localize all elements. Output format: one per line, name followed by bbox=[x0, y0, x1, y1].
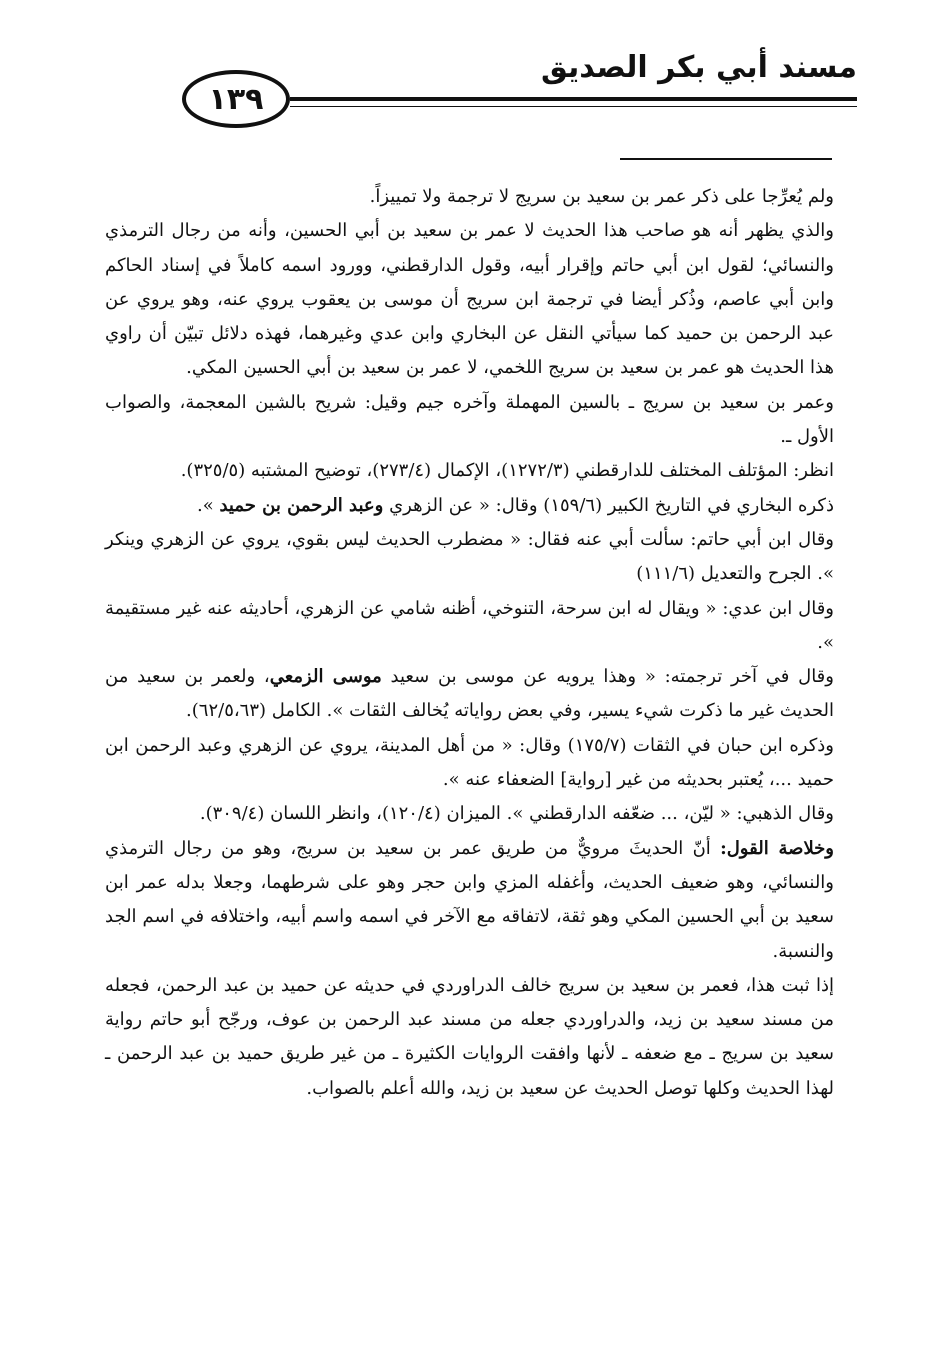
footnote-separator bbox=[620, 158, 832, 160]
paragraph-8-end: ، ولعمر بن سعيد من الحديث غير ما ذكرت شيء يسير، وفي بعض رواياته يُخالف الثقات ». الكامل (٦٢/٥،٦٣). bbox=[105, 666, 834, 722]
paragraph-11 bbox=[105, 832, 834, 969]
paragraph-8-bold: موسى الزمعي bbox=[269, 666, 382, 688]
page-header bbox=[0, 0, 952, 130]
header-rule-thick bbox=[290, 97, 857, 101]
paragraph-5 bbox=[105, 489, 834, 523]
header-rule-thin bbox=[290, 106, 857, 107]
footnote-body bbox=[105, 180, 834, 1106]
paragraph-11-text: أنّ الحديثَ مرويٌّ من طريق عمر بن سعيد بن سريج، وهو من رجال الترمذي والنسائي، وهو ضعيف الحديث، وأغفله المزي وابن حجر وهو على شرطهما، وجعلا بدله عمر ابن سعيد بن أبي الحسين المكي وهو ثقة، لاتفاقه مع الآخر في اسمه واسم أبيه، واختلافه في اسم الجد والنسبة. bbox=[105, 837, 834, 962]
paragraph-6: وقال ابن أبي حاتم: سألت أبي عنه فقال: « مضطرب الحديث ليس بقوي، يروي عن الزهري وينكر ». الجرح والتعديل (١١١/٦) bbox=[105, 528, 834, 585]
paragraph-5-end: ». bbox=[197, 494, 220, 516]
paragraph-8 bbox=[105, 660, 834, 729]
conclusion-label: وخلاصة القول: bbox=[720, 837, 835, 859]
paragraph-12: إذا ثبت هذا، فعمر بن سعيد بن سريج خالف الدراوردي في حديثه عن حميد بن عبد الرحمن، فجعله من مسند سعيد بن زيد، والدراوردي جعله من مسند عبد الرحمن بن عوف، ورجّح أبو حاتم رواية سعيد بن سريج ـ مع ضعفه ـ لأنها وافقت الروايات الكثيرة ـ من غير طريق حميد بن عبد الرحمن ـ لهذا الحديث وكلها توصل الحديث عن سعيد بن زيد، والله أعلم بالصواب. bbox=[105, 974, 834, 1099]
paragraph-7: وقال ابن عدي: « ويقال له ابن سرحة، التنوخي، أظنه شامي عن الزهري، أحاديثه عنه غير مستقيمة ». bbox=[105, 597, 834, 653]
book-title: مسند أبي بكر الصديق bbox=[540, 50, 857, 85]
paragraph-3: وعمر بن سعيد بن سريج ـ بالسين المهملة وآخره جيم وقيل: شريح بالشين المعجمة، والصواب الأول ـ. bbox=[105, 391, 834, 448]
paragraph-8-text: وقال في آخر ترجمته: « وهذا يرويه عن موسى بن سعيد bbox=[381, 666, 834, 688]
paragraph-9: وذكره ابن حبان في الثقات (١٧٥/٧) وقال: « من أهل المدينة، يروي عن الزهري وعبد الرحمن ابن حميد ...، يُعتبر بحديثه من غير [رواية] الضعفاء عنه ». bbox=[105, 734, 834, 791]
paragraph-5-text: ذكره البخاري في التاريخ الكبير (١٥٩/٦) وقال: « عن الزهري bbox=[383, 494, 834, 516]
paragraph-4: انظر: المؤتلف المختلف للدارقطني (١٢٧٢/٣)، الإكمال (٢٧٣/٤)، توضيح المشتبه (٣٢٥/٥). bbox=[180, 460, 834, 482]
paragraph-1: ولم يُعرِّجا على ذكر عمر بن سعيد بن سريج لا ترجمة ولا تمييزاً. bbox=[369, 186, 834, 207]
paragraph-10: وقال الذهبي: « ليّن، ... ضعّفه الدارقطني ». الميزان (١٢٠/٤)، وانظر اللسان (٣٠٩/٤). bbox=[199, 803, 834, 825]
page-number: ١٣٩ bbox=[182, 70, 290, 128]
paragraph-5-bold: وعبد الرحمن بن حميد bbox=[219, 494, 384, 516]
paragraph-2: والذي يظهر أنه هو صاحب هذا الحديث لا عمر بن سعيد بن أبي الحسين، وأنه من رجال الترمذي والنسائي؛ لقول ابن أبي حاتم وإقرار أبيه، وقول الدارقطني، وورود اسمه كاملاً في إسناد الحاكم وابن أبي عاصم، وذُكر أيضا في ترجمة ابن سريج أن موسى بن يعقوب يروي عنه، وهو يروي عن عبد الرحمن بن حميد كما سيأتي النقل عن البخاري وابن عدي وغيرهما، فهذه دلائل تبيّن أن راوي هذا الحديث هو عمر بن سعيد بن سريج اللخمي، لا عمر بن سعيد بن أبي الحسين المكي. bbox=[105, 220, 834, 379]
